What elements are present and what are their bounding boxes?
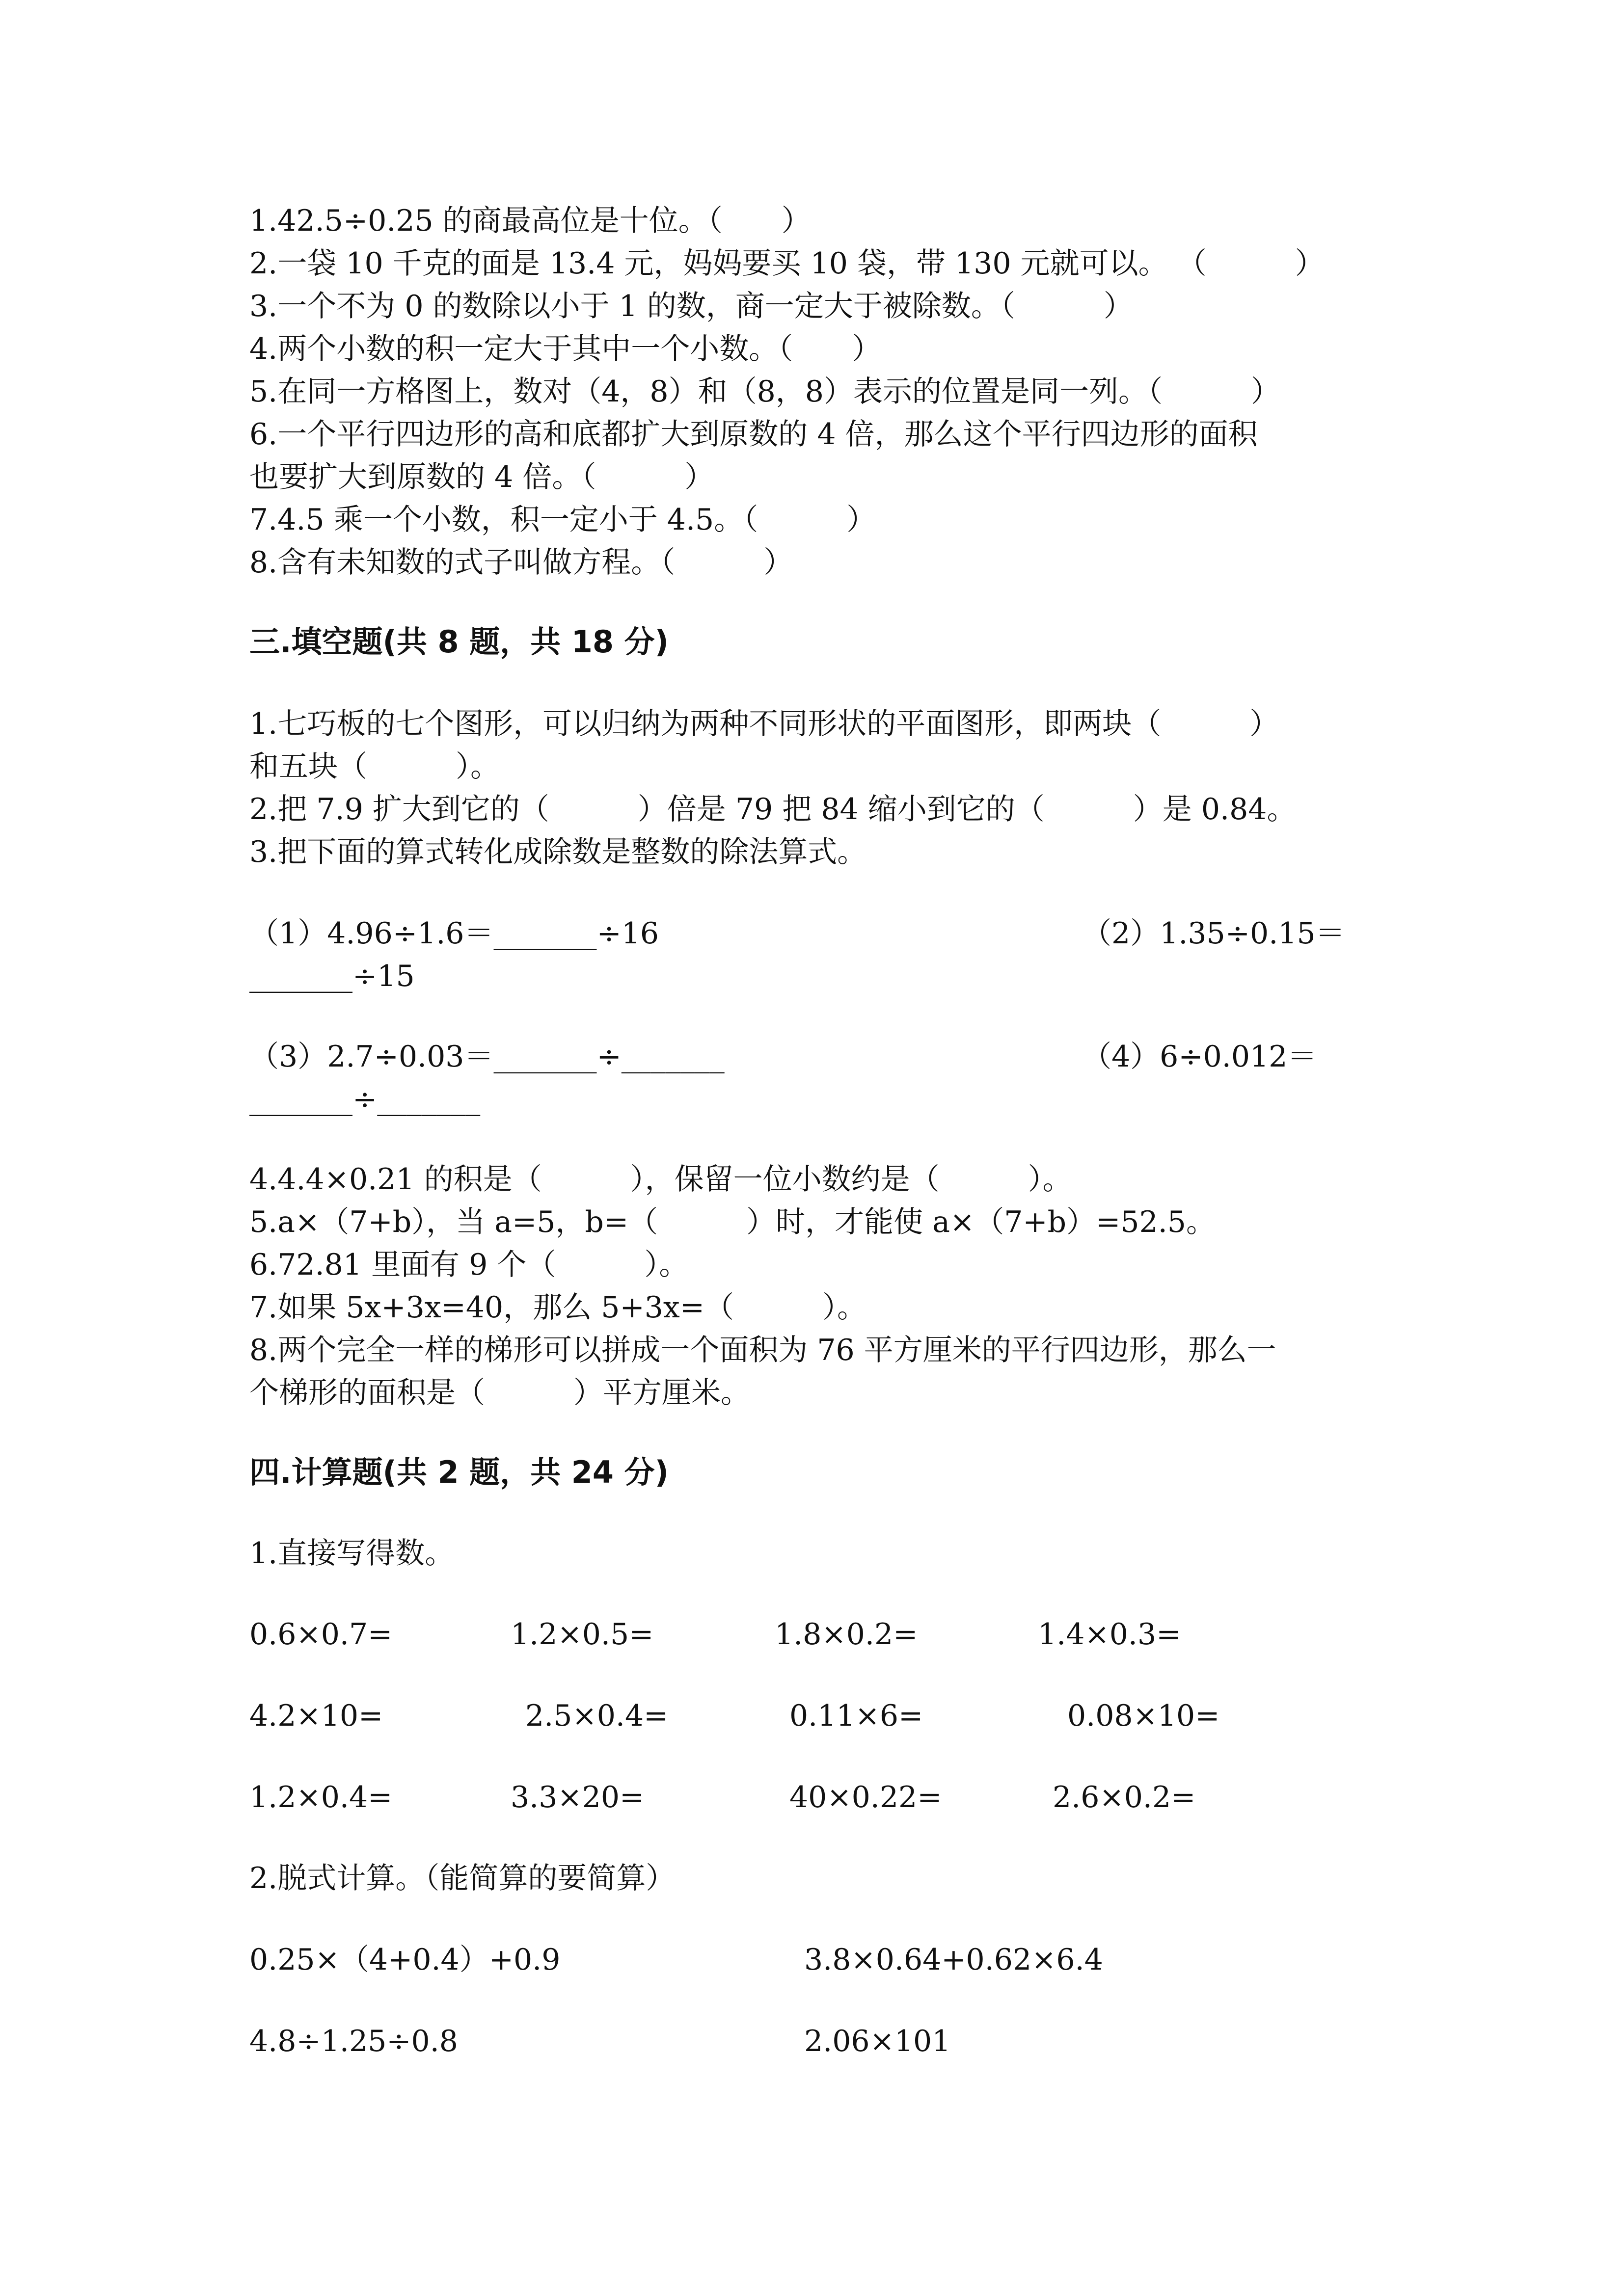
section-4-title: 四.计算题(共 2 题，共 24 分) xyxy=(249,1454,669,1490)
fill-q3: 3.把下面的算式转化成除数是整数的除法算式。 xyxy=(249,835,867,869)
judgement-item-7: 7.4.5 乘一个小数，积一定小于 4.5。（ ） xyxy=(249,503,876,537)
step-calc-2: 3.8×0.64+0.62×6.4 xyxy=(804,1943,1103,1977)
oral-calc-1-2: 1.2×0.5= xyxy=(511,1617,654,1652)
fill-q8-cont: 个梯形的面积是（ ）平方厘米。 xyxy=(249,1376,750,1410)
calc-q1: 1.直接写得数。 xyxy=(249,1536,455,1571)
oral-calc-3-1: 1.2×0.4= xyxy=(249,1780,393,1815)
fill-q1-cont: 和五块（ ）。 xyxy=(249,749,500,784)
oral-calc-1-3: 1.8×0.2= xyxy=(775,1617,918,1652)
step-calc-1: 0.25×（4+0.4）+0.9 xyxy=(249,1943,561,1977)
oral-calc-2-3: 0.11×6= xyxy=(789,1699,923,1733)
conversion-4: （4）6÷0.012＝ xyxy=(1082,1040,1317,1074)
oral-calc-3-2: 3.3×20= xyxy=(511,1780,645,1815)
judgement-item-8: 8.含有未知数的式子叫做方程。（ ） xyxy=(249,545,793,580)
conversion-3: （3）2.7÷0.03＝_______÷_______ xyxy=(249,1040,725,1074)
oral-calc-1-1: 0.6×0.7= xyxy=(249,1617,393,1652)
judgement-item-6: 6.一个平行四边形的高和底都扩大到原数的 4 倍，那么这个平行四边形的面积 xyxy=(249,417,1258,452)
fill-q6: 6.72.81 里面有 9 个（ ）。 xyxy=(249,1248,689,1282)
calc-q2: 2.脱式计算。（能简算的要简算） xyxy=(249,1861,676,1896)
oral-calc-3-3: 40×0.22= xyxy=(789,1780,942,1815)
fill-q7: 7.如果 5x+3x=40，那么 5+3x=（ ）。 xyxy=(249,1290,867,1325)
oral-calc-2-1: 4.2×10= xyxy=(249,1699,383,1733)
oral-calc-2-2: 2.5×0.4= xyxy=(525,1699,669,1733)
judgement-item-3: 3.一个不为 0 的数除以小于 1 的数，商一定大于被除数。（ ） xyxy=(249,289,1133,323)
judgement-item-1: 1.42.5÷0.25 的商最高位是十位。（ ） xyxy=(249,204,811,238)
oral-calc-3-4: 2.6×0.2= xyxy=(1053,1780,1196,1815)
judgement-item-5: 5.在同一方格图上，数对（4，8）和（8，8）表示的位置是同一列。（ ） xyxy=(249,374,1280,409)
fill-q4: 4.4.4×0.21 的积是（ ），保留一位小数约是（ ）。 xyxy=(249,1162,1072,1197)
conversion-2-cont: _______÷15 xyxy=(249,959,415,993)
conversion-1: （1）4.96÷1.6＝_______÷16 xyxy=(249,916,659,951)
fill-q2: 2.把 7.9 扩大到它的（ ）倍是 79 把 84 缩小到它的（ ）是 0.84。 xyxy=(249,792,1297,827)
step-calc-3: 4.8÷1.25÷0.8 xyxy=(249,2024,458,2058)
oral-calc-2-4: 0.08×10= xyxy=(1067,1699,1220,1733)
judgement-item-6-cont: 也要扩大到原数的 4 倍。（ ） xyxy=(249,460,714,494)
judgement-item-4: 4.两个小数的积一定大于其中一个小数。（ ） xyxy=(249,332,882,366)
conversion-4-cont: _______÷_______ xyxy=(249,1082,481,1117)
fill-q1: 1.七巧板的七个图形，可以归纳为两种不同形状的平面图形，即两块（ ） xyxy=(249,707,1279,741)
judgement-item-2: 2.一袋 10 千克的面是 13.4 元，妈妈要买 10 袋，带 130 元就可以。 （ ） xyxy=(249,246,1325,281)
fill-q8: 8.两个完全一样的梯形可以拼成一个面积为 76 平方厘米的平行四边形，那么一 xyxy=(249,1333,1276,1367)
fill-q5: 5.a×（7+b），当 a=5，b=（ ）时，才能使 a×（7+b）=52.5。 xyxy=(249,1205,1216,1239)
section-3-title: 三.填空题(共 8 题，共 18 分) xyxy=(249,624,669,660)
oral-calc-1-4: 1.4×0.3= xyxy=(1038,1617,1181,1652)
conversion-2: （2）1.35÷0.15＝ xyxy=(1082,916,1345,951)
step-calc-4: 2.06×101 xyxy=(804,2024,951,2058)
